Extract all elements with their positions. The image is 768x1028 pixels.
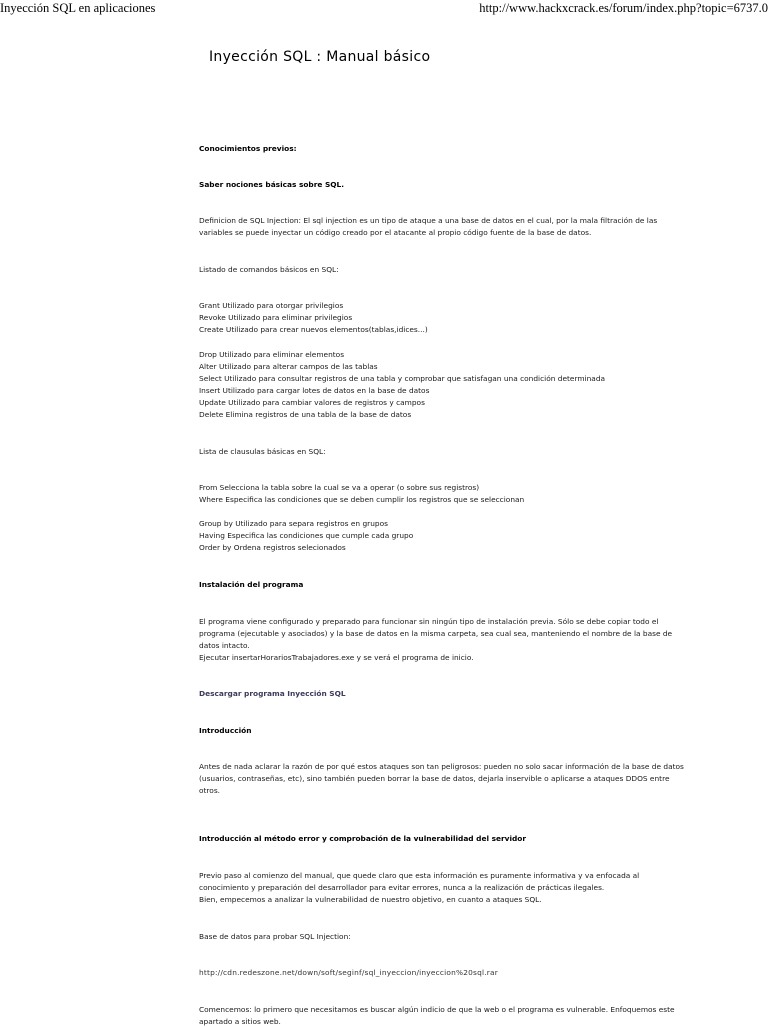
clause-item: Having Especifica las condiciones que cumple cada grupo [199,531,414,540]
clauses-list-1 [199,482,691,506]
commands-intro: Listado de comandos básicos en SQL: [199,265,339,274]
db-test-label: Base de datos para probar SQL Injection: [199,932,351,941]
command-item: Alter Utilizado para alterar campos de las tablas [199,362,378,371]
db-download-url[interactable]: http://cdn.redeszone.net/down/soft/seginf/sql_inyeccion/inyeccion%20sql.rar [199,968,498,977]
install-heading: Instalación del programa [199,580,304,589]
install-paragraph: El programa viene configurado y preparado para funcionar sin ningún tipo de instalación previa. Sólo se debe copiar todo el programa (ejecutable y asociados) y la base de datos en la misma carpeta, sea cual sea, manteniendo el nombre de la base de datos intacto. [199,617,673,650]
command-item: Revoke Utilizado para eliminar privilegios [199,313,353,322]
command-item: Grant Utilizado para otorgar privilegios [199,301,344,310]
method-paragraph-2: Bien, empecemos a analizar la vulnerabilidad de nuestro objetivo, en cuanto a ataques SQL. [199,895,542,904]
method-paragraph: Previo paso al comienzo del manual, que quede claro que esta información es puramente informativa y va enfocada al conocimiento y preparación del desarrollador para evitar errores, nunca a la realización de prácticas ilegales. [199,871,640,892]
document-title: Inyección SQL : Manual básico [209,49,431,65]
clause-item: Order by Ordena registros selecionados [199,543,346,552]
intro-paragraph: Antes de nada aclarar la razón de por qué estos ataques son tan peligrosos: pueden no solo sacar información de la base de datos (usuarios, contraseñas, etc), sino también pueden borrar la base de datos, dejarla inservible o aplicarse a ataques DDOS entre otros. [199,762,684,795]
command-item: Select Utilizado para consultar registros de una tabla y comprobar que satisfagan una condición determinada [199,374,606,383]
begin-paragraph: Comencemos: lo primero que necesitamos es buscar algún indicio de que la web o el programa es vulnerable. Enfoquemos este apartado a sitios web. [199,1005,675,1026]
clause-item: From Selecciona la tabla sobre la cual se va a operar (o sobre sus registros) [199,483,480,492]
basic-notions-heading: Saber nociones básicas sobre SQL. [199,180,345,189]
install-run-line: Ejecutar insertarHorariosTrabajadores.exe y se verá el programa de inicio. [199,653,474,662]
definition-paragraph: Definicion de SQL Injection: El sql injection es un tipo de ataque a una base de datos en el cual, por la mala filtración de las variables se puede inyectar un código creado por el atacante al propio código fuente de la base de datos. [199,216,658,237]
commands-list-2 [199,349,691,421]
command-item: Delete Elimina registros de una tabla de la base de datos [199,410,412,419]
clause-item: Group by Utilizado para separa registros en grupos [199,519,388,528]
command-item: Update Utilizado para cambiar valores de registros y campos [199,398,425,407]
intro-heading: Introducción [199,726,252,735]
clause-item: Where Especifica las condiciones que se deben cumplir los registros que se seleccionan [199,495,525,504]
prev-knowledge-heading: Conocimientos previos: [199,144,297,153]
clauses-list-2 [199,518,691,554]
print-header [0,0,768,16]
clauses-intro: Lista de clausulas básicas en SQL: [199,447,326,456]
download-program-link[interactable]: Descargar programa Inyección SQL [199,689,346,698]
method-heading: Introducción al método error y comprobación de la vulnerabilidad del servidor [199,834,526,843]
command-item: Insert Utilizado para cargar lotes de datos en la base de datos [199,386,430,395]
command-item: Drop Utilizado para eliminar elementos [199,350,345,359]
commands-list-1 [199,300,691,336]
print-header-title: Inyección SQL en aplicaciones [0,1,156,15]
command-item: Create Utilizado para crear nuevos elementos(tablas,idices...) [199,325,428,334]
print-header-url: http://www.hackxcrack.es/forum/index.php?topic=6737.0 [479,1,768,15]
